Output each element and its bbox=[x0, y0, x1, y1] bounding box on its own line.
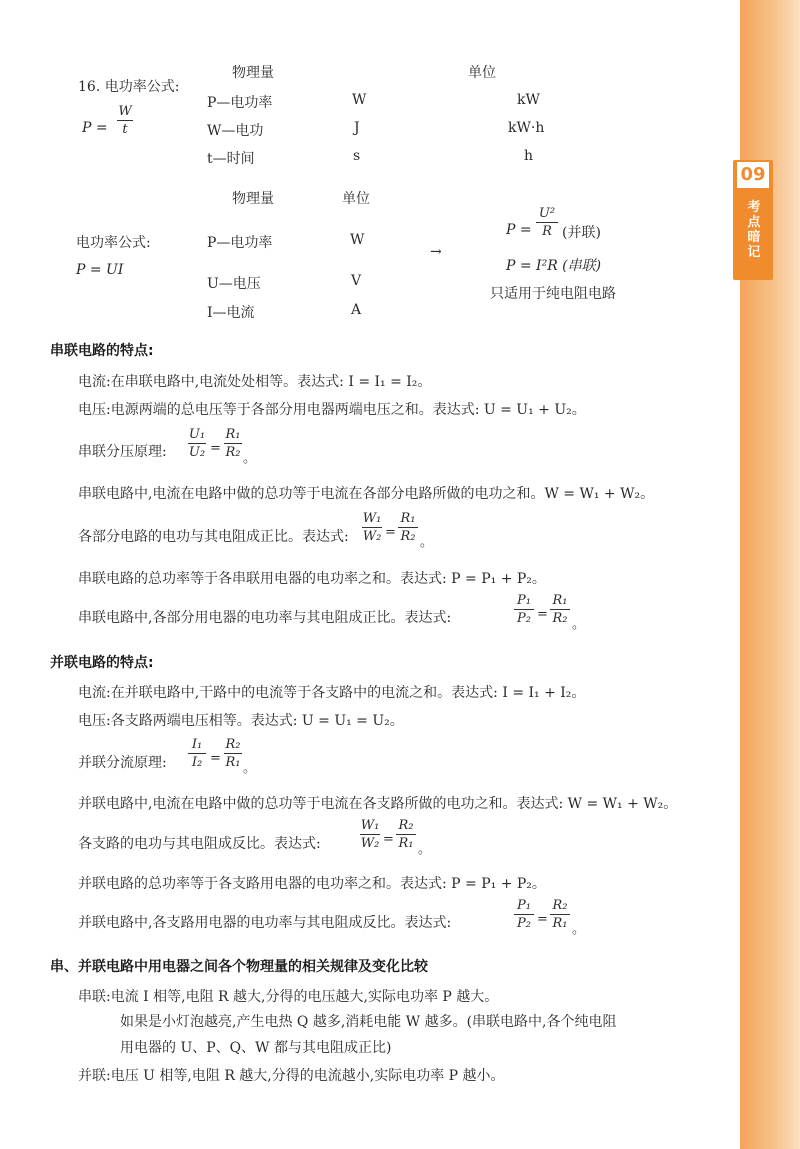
series-divider-label: 串联分压原理: bbox=[78, 444, 167, 460]
compare-series-detail-2: 用电器的 U、P、Q、W 都与其电阻成正比) bbox=[120, 1040, 392, 1056]
series-pr-right bbox=[550, 593, 570, 626]
fraction-den: U₂ bbox=[188, 445, 206, 460]
parallel-divider-right bbox=[224, 737, 242, 770]
chapter-label: 考点暗记 bbox=[747, 200, 761, 260]
equals: = bbox=[385, 525, 396, 540]
parallel-work-ratio-label: 各支路的电功与其电阻成反比。表达式: bbox=[78, 836, 321, 852]
table2-header-unit: 单位 bbox=[342, 191, 370, 207]
compare-series-line: 串联:电流 I 相等,电阻 R 越大,分得的电压越大,实际电功率 P 越大。 bbox=[78, 989, 499, 1005]
parallel-wr-left bbox=[360, 818, 380, 851]
table1-row-unit: W bbox=[352, 92, 367, 108]
fraction-num: R₂ bbox=[225, 737, 241, 752]
formula-num: W bbox=[118, 104, 132, 119]
chapter-number: 09 bbox=[737, 162, 769, 188]
period: 。 bbox=[243, 451, 257, 466]
arrow-icon: → bbox=[430, 244, 442, 260]
fraction-den: P₂ bbox=[517, 611, 531, 626]
series-wr-right bbox=[398, 511, 418, 544]
parallel-current: 电流:在并联电路中,干路中的电流等于各支路中的电流之和。表达式: I = I₁ + I₂。 bbox=[78, 685, 586, 701]
formula-fraction bbox=[117, 104, 133, 137]
fraction-den: W₂ bbox=[360, 836, 380, 851]
fraction-den: R₂ bbox=[400, 529, 416, 544]
equals: = bbox=[383, 832, 394, 847]
fraction-den: R₁ bbox=[398, 836, 414, 851]
series-pr-left bbox=[514, 593, 534, 626]
derived1-den: R bbox=[542, 224, 552, 239]
table1-row-qty: P—电功率 bbox=[207, 95, 273, 111]
parallel-power-sum: 并联电路的总功率等于各支路用电器的电功率之和。表达式: P = P₁ + P₂。 bbox=[78, 876, 546, 892]
derived1-fraction bbox=[536, 206, 558, 239]
fraction-num: U₁ bbox=[188, 427, 206, 442]
table2-row-unit: V bbox=[351, 273, 362, 289]
series-voltage: 电压:电源两端的总电压等于各部分用电器两端电压之和。表达式: U = U₁ + U₂。 bbox=[78, 402, 586, 418]
period: 。 bbox=[572, 922, 586, 937]
equals: = bbox=[210, 751, 221, 766]
table2-intro: 电功率公式: bbox=[76, 235, 151, 251]
series-divider-right bbox=[224, 427, 242, 460]
series-work-sum: 串联电路中,电流在电路中做的总功等于电流在各部分电路所做的电功之和。W = W₁ + W₂。 bbox=[78, 486, 655, 502]
table1-row-qty: t—时间 bbox=[207, 151, 255, 167]
table1-header-qty: 物理量 bbox=[232, 65, 274, 81]
parallel-heading: 并联电路的特点: bbox=[50, 655, 154, 671]
table1-row-qty: W—电功 bbox=[207, 123, 264, 139]
table2-row-qty: I—电流 bbox=[207, 305, 255, 321]
series-divider-left bbox=[188, 427, 206, 460]
fraction-num: R₁ bbox=[552, 593, 568, 608]
table1-header-unit: 单位 bbox=[468, 65, 496, 81]
parallel-divider-left bbox=[188, 737, 206, 770]
formula-lhs: P = bbox=[82, 120, 108, 136]
table2-formula: P = UI bbox=[76, 262, 124, 278]
formula-intro: 16. 电功率公式: bbox=[78, 79, 180, 95]
series-wr-left bbox=[362, 511, 382, 544]
period: 。 bbox=[420, 535, 434, 550]
fraction-den: R₁ bbox=[225, 755, 241, 770]
fraction-num: I₁ bbox=[191, 737, 203, 752]
parallel-work-sum: 并联电路中,电流在电路中做的总功等于电流在各支路所做的电功之和。表达式: W = W₁ + W₂。 bbox=[78, 796, 678, 812]
table1-row-unit2: kW·h bbox=[508, 120, 545, 136]
compare-heading: 串、并联电路中用电器之间各个物理量的相关规律及变化比较 bbox=[50, 959, 428, 975]
table2-row-qty: U—电压 bbox=[207, 276, 261, 292]
table1-row-unit: J bbox=[354, 120, 360, 136]
fraction-den: R₁ bbox=[552, 916, 568, 931]
fraction-num: R₂ bbox=[552, 898, 568, 913]
fraction-num: P₁ bbox=[517, 593, 531, 608]
series-power-ratio-label: 串联电路中,各部分用电器的电功率与其电阻成正比。表达式: bbox=[78, 610, 452, 626]
compare-series-detail-1: 如果是小灯泡越亮,产生电热 Q 越多,消耗电能 W 越多。(串联电路中,各个纯电阻 bbox=[120, 1014, 617, 1030]
parallel-power-ratio-label: 并联电路中,各支路用电器的电功率与其电阻成反比。表达式: bbox=[78, 915, 452, 931]
fraction-den: R₂ bbox=[225, 445, 241, 460]
fraction-den: I₂ bbox=[191, 755, 203, 770]
series-work-ratio-label: 各部分电路的电功与其电阻成正比。表达式: bbox=[78, 529, 349, 545]
equals: = bbox=[537, 607, 548, 622]
derived1-note: (并联) bbox=[562, 225, 601, 241]
equals: = bbox=[210, 441, 221, 456]
equals: = bbox=[537, 912, 548, 927]
derived1-num: U² bbox=[538, 206, 556, 221]
compare-parallel-line: 并联:电压 U 相等,电阻 R 越大,分得的电流越小,实际电功率 P 越小。 bbox=[78, 1068, 505, 1084]
derived2: P = I²R (串联) bbox=[506, 258, 602, 274]
fraction-num: R₁ bbox=[400, 511, 416, 526]
fraction-num: R₁ bbox=[225, 427, 241, 442]
derived-note: 只适用于纯电阻电路 bbox=[490, 286, 616, 302]
fraction-num: R₂ bbox=[398, 818, 414, 833]
table2-row-unit: W bbox=[350, 232, 365, 248]
formula-den: t bbox=[122, 122, 128, 137]
derived1-lhs: P = bbox=[506, 222, 532, 238]
parallel-wr-right bbox=[396, 818, 416, 851]
series-power-sum: 串联电路的总功率等于各串联用电器的电功率之和。表达式: P = P₁ + P₂。 bbox=[78, 571, 546, 587]
parallel-voltage: 电压:各支路两端电压相等。表达式: U = U₁ = U₂。 bbox=[78, 713, 404, 729]
table1-row-unit2: h bbox=[524, 148, 534, 164]
table2-header-qty: 物理量 bbox=[232, 191, 274, 207]
fraction-den: W₂ bbox=[362, 529, 382, 544]
fraction-den: P₂ bbox=[517, 916, 531, 931]
fraction-den: R₂ bbox=[552, 611, 568, 626]
parallel-divider-label: 并联分流原理: bbox=[78, 755, 167, 771]
table1-row-unit2: kW bbox=[517, 92, 540, 108]
parallel-pr-left bbox=[514, 898, 534, 931]
period: 。 bbox=[572, 617, 586, 632]
period: 。 bbox=[243, 761, 257, 776]
table2-row-unit: A bbox=[351, 302, 362, 318]
fraction-num: W₁ bbox=[360, 818, 380, 833]
series-heading: 串联电路的特点: bbox=[50, 343, 154, 359]
series-current: 电流:在串联电路中,电流处处相等。表达式: I = I₁ = I₂。 bbox=[78, 374, 432, 390]
table2-row-qty: P—电功率 bbox=[207, 235, 273, 251]
fraction-num: P₁ bbox=[517, 898, 531, 913]
parallel-pr-right bbox=[550, 898, 570, 931]
table1-row-unit: s bbox=[353, 148, 361, 164]
period: 。 bbox=[418, 842, 432, 857]
fraction-num: W₁ bbox=[362, 511, 382, 526]
